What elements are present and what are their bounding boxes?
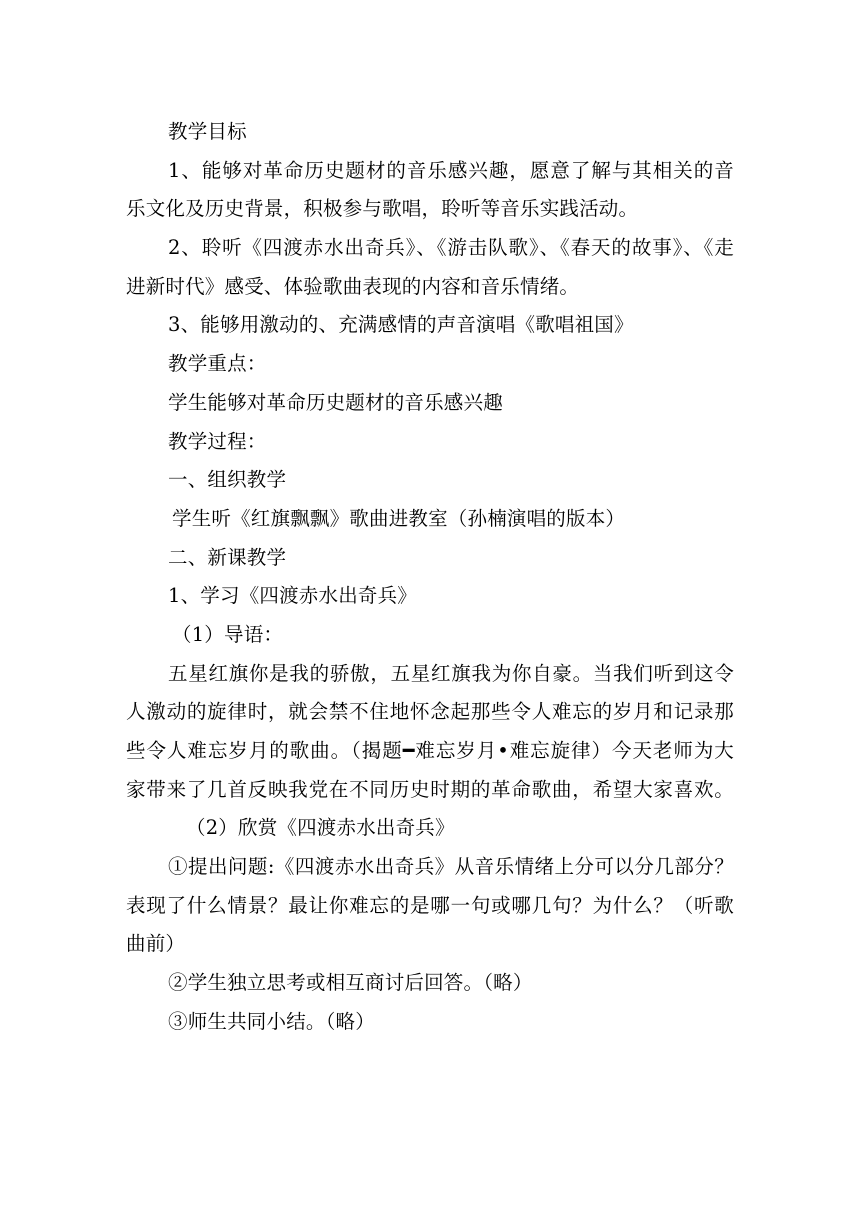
section-1-text: 学生听《红旗飘飘》歌曲进教室（孙楠演唱的版本）: [172, 506, 626, 530]
document-body: [126, 113, 734, 1042]
objective-2-line-2: 进新时代》感受、体验歌曲表现的内容和音乐情绪。: [126, 274, 580, 298]
key-point: 学生能够对革命历史题材的音乐感兴趣: [168, 390, 503, 414]
question-line-1: ①提出问题:《四渡赤水出奇兵》从音乐情绪上分可以分几部分？: [168, 855, 734, 879]
objective-1-line-1: 1、能够对革命历史题材的音乐感兴趣，愿意了解与其相关的音: [168, 158, 734, 182]
heading-key-points: 教学重点：: [168, 352, 267, 376]
objective-2-line-1: 2、聆听《四渡赤水出奇兵》、《游击队歌》、《春天的故事》、《走: [168, 236, 734, 260]
step-2-heading: （2）欣赏《四渡赤水出奇兵》: [186, 816, 455, 840]
subsection-1-heading: 1、学习《四渡赤水出奇兵》: [168, 584, 418, 608]
intro-line-3: 些令人难忘岁月的歌曲。（揭题━难忘岁月•难忘旋律）今天老师为大: [126, 739, 734, 762]
step-1-heading: （1）导语：: [172, 622, 284, 646]
heading-process: 教学过程：: [168, 429, 267, 453]
answer-line: ②学生独立思考或相互商讨后回答。（略）: [168, 971, 533, 995]
intro-line-2: 人激动的旋律时，就会禁不住地怀念起那些令人难忘的岁月和记录那: [126, 700, 734, 724]
intro-line-1: 五星红旗你是我的骄傲，五星红旗我为你自豪。当我们听到这令: [168, 661, 734, 685]
intro-line-4: 家带来了几首反映我党在不同历史时期的革命歌曲，希望大家喜欢。: [126, 777, 734, 801]
objective-3: 3、能够用激动的、充满感情的声音演唱《歌唱祖国》: [168, 313, 634, 337]
summary-line: ③师生共同小结。（略）: [168, 1009, 375, 1033]
question-line-3: 曲前）: [126, 932, 186, 956]
question-line-2: 表现了什么情景？最让你难忘的是哪一句或哪几句？为什么？（听歌: [126, 893, 734, 917]
heading-objectives: 教学目标: [168, 120, 247, 143]
section-2-heading: 二、新课教学: [168, 545, 287, 569]
objective-1-line-2: 乐文化及历史背景，积极参与歌唱，聆听等音乐实践活动。: [126, 197, 639, 221]
section-1-heading: 一、组织教学: [168, 468, 287, 492]
